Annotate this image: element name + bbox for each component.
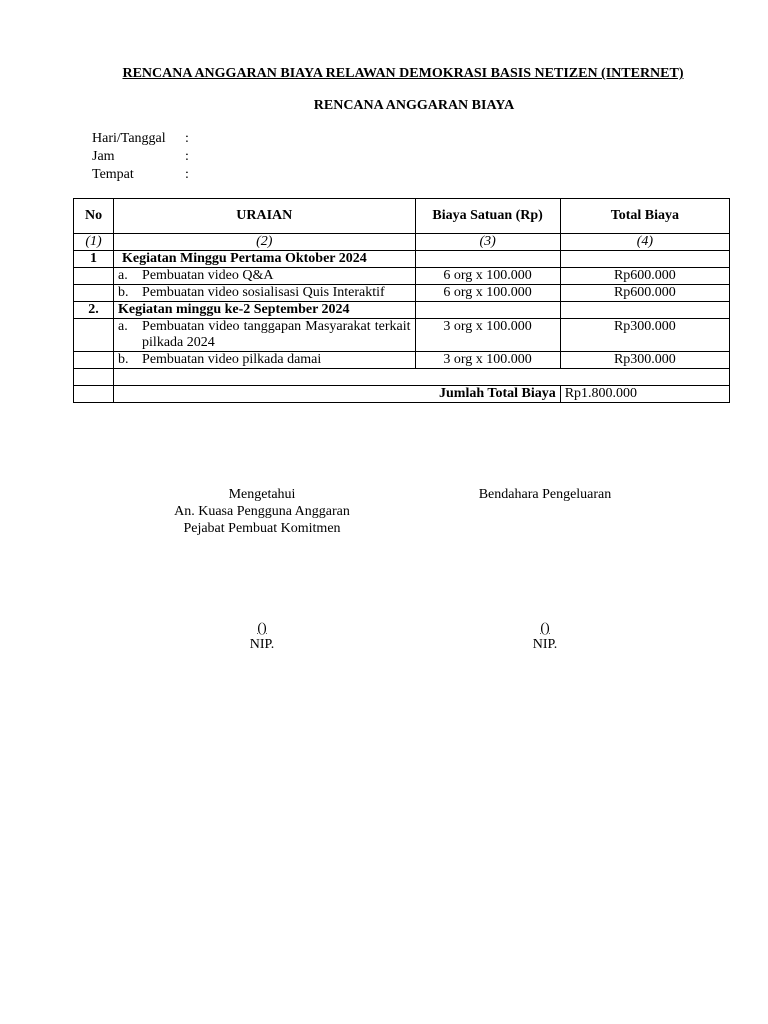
empty-cell <box>114 369 730 386</box>
info-sep-place: : <box>185 167 189 182</box>
row-no-empty <box>74 319 114 352</box>
signature-right-block <box>425 486 665 503</box>
total-no-empty <box>74 386 114 403</box>
item-text: Pembuatan video sosialisasi Quis Interaktif <box>142 285 385 300</box>
index-2: (2) <box>114 234 415 251</box>
row-unit: 3 org x 100.000 <box>415 352 560 369</box>
row-uraian <box>114 268 415 285</box>
section-row <box>74 302 730 319</box>
item-text: Pembuatan video tanggapan Masyarakat terkait pilkada 2024 <box>142 319 411 350</box>
signature-left-block <box>142 486 382 537</box>
table-row <box>74 285 730 302</box>
info-row-time <box>92 148 189 166</box>
item-mark: a. <box>118 268 128 283</box>
info-block <box>92 130 189 184</box>
header-total: Total Biaya <box>560 199 729 234</box>
section-unit-empty <box>415 302 560 319</box>
sig-left-nip: NIP. <box>249 637 275 652</box>
budget-table <box>73 198 730 403</box>
index-4: (4) <box>560 234 729 251</box>
info-row-date <box>92 130 189 148</box>
row-uraian <box>114 352 415 369</box>
section-title: Kegiatan minggu ke-2 September 2024 <box>114 302 415 319</box>
sig-left-line1: Mengetahui <box>228 487 296 502</box>
section-no: 2. <box>74 302 114 319</box>
row-total: Rp600.000 <box>560 285 729 302</box>
info-label-date: Hari/Tanggal <box>92 131 166 146</box>
table-header-row <box>74 199 730 234</box>
empty-cell <box>74 369 114 386</box>
item-text: Pembuatan video pilkada damai <box>142 352 322 367</box>
info-row-place <box>92 166 189 184</box>
section-total-empty <box>560 302 729 319</box>
item-mark: b. <box>118 352 129 367</box>
sig-right-nip: NIP. <box>532 637 558 652</box>
row-unit: 6 org x 100.000 <box>415 285 560 302</box>
sig-left-line3: Pejabat Pembuat Komitmen <box>183 521 341 536</box>
info-label-place: Tempat <box>92 167 134 182</box>
row-unit: 6 org x 100.000 <box>415 268 560 285</box>
index-3: (3) <box>415 234 560 251</box>
table-row <box>74 319 730 352</box>
total-label: Jumlah Total Biaya <box>114 386 561 403</box>
signature-left-name-block <box>142 621 382 653</box>
sig-right-name: () <box>540 621 550 636</box>
empty-row <box>74 369 730 386</box>
sig-right-line1: Bendahara Pengeluaran <box>478 487 612 502</box>
table-index-row <box>74 234 730 251</box>
header-biaya-satuan: Biaya Satuan (Rp) <box>415 199 560 234</box>
signature-right-name-block <box>425 621 665 653</box>
document-subtitle: RENCANA ANGGARAN BIAYA <box>313 98 515 113</box>
total-row <box>74 386 730 403</box>
item-mark: b. <box>118 285 129 300</box>
sig-left-line2: An. Kuasa Pengguna Anggaran <box>174 504 350 519</box>
item-mark: a. <box>118 319 128 334</box>
row-no-empty <box>74 285 114 302</box>
row-total: Rp600.000 <box>560 268 729 285</box>
table-row <box>74 268 730 285</box>
row-no-empty <box>74 352 114 369</box>
section-unit-empty <box>415 251 560 268</box>
document-title: RENCANA ANGGARAN BIAYA RELAWAN DEMOKRASI BASIS NETIZEN (INTERNET) <box>122 66 684 81</box>
section-title: Kegiatan Minggu Pertama Oktober 2024 <box>114 251 415 268</box>
info-label-time: Jam <box>92 149 115 164</box>
info-sep-time: : <box>185 149 189 164</box>
row-total: Rp300.000 <box>560 352 729 369</box>
row-total: Rp300.000 <box>560 319 729 352</box>
sig-left-name: () <box>257 621 267 636</box>
item-text: Pembuatan video Q&A <box>142 268 274 283</box>
row-uraian <box>114 285 415 302</box>
header-uraian: URAIAN <box>114 199 415 234</box>
section-total-empty <box>560 251 729 268</box>
info-sep-date: : <box>185 131 189 146</box>
row-no-empty <box>74 268 114 285</box>
section-row <box>74 251 730 268</box>
row-unit: 3 org x 100.000 <box>415 319 560 352</box>
total-value: Rp1.800.000 <box>560 386 729 403</box>
header-no: No <box>74 199 114 234</box>
index-1: (1) <box>74 234 114 251</box>
section-no: 1 <box>74 251 114 268</box>
table-row <box>74 352 730 369</box>
row-uraian <box>114 319 415 352</box>
